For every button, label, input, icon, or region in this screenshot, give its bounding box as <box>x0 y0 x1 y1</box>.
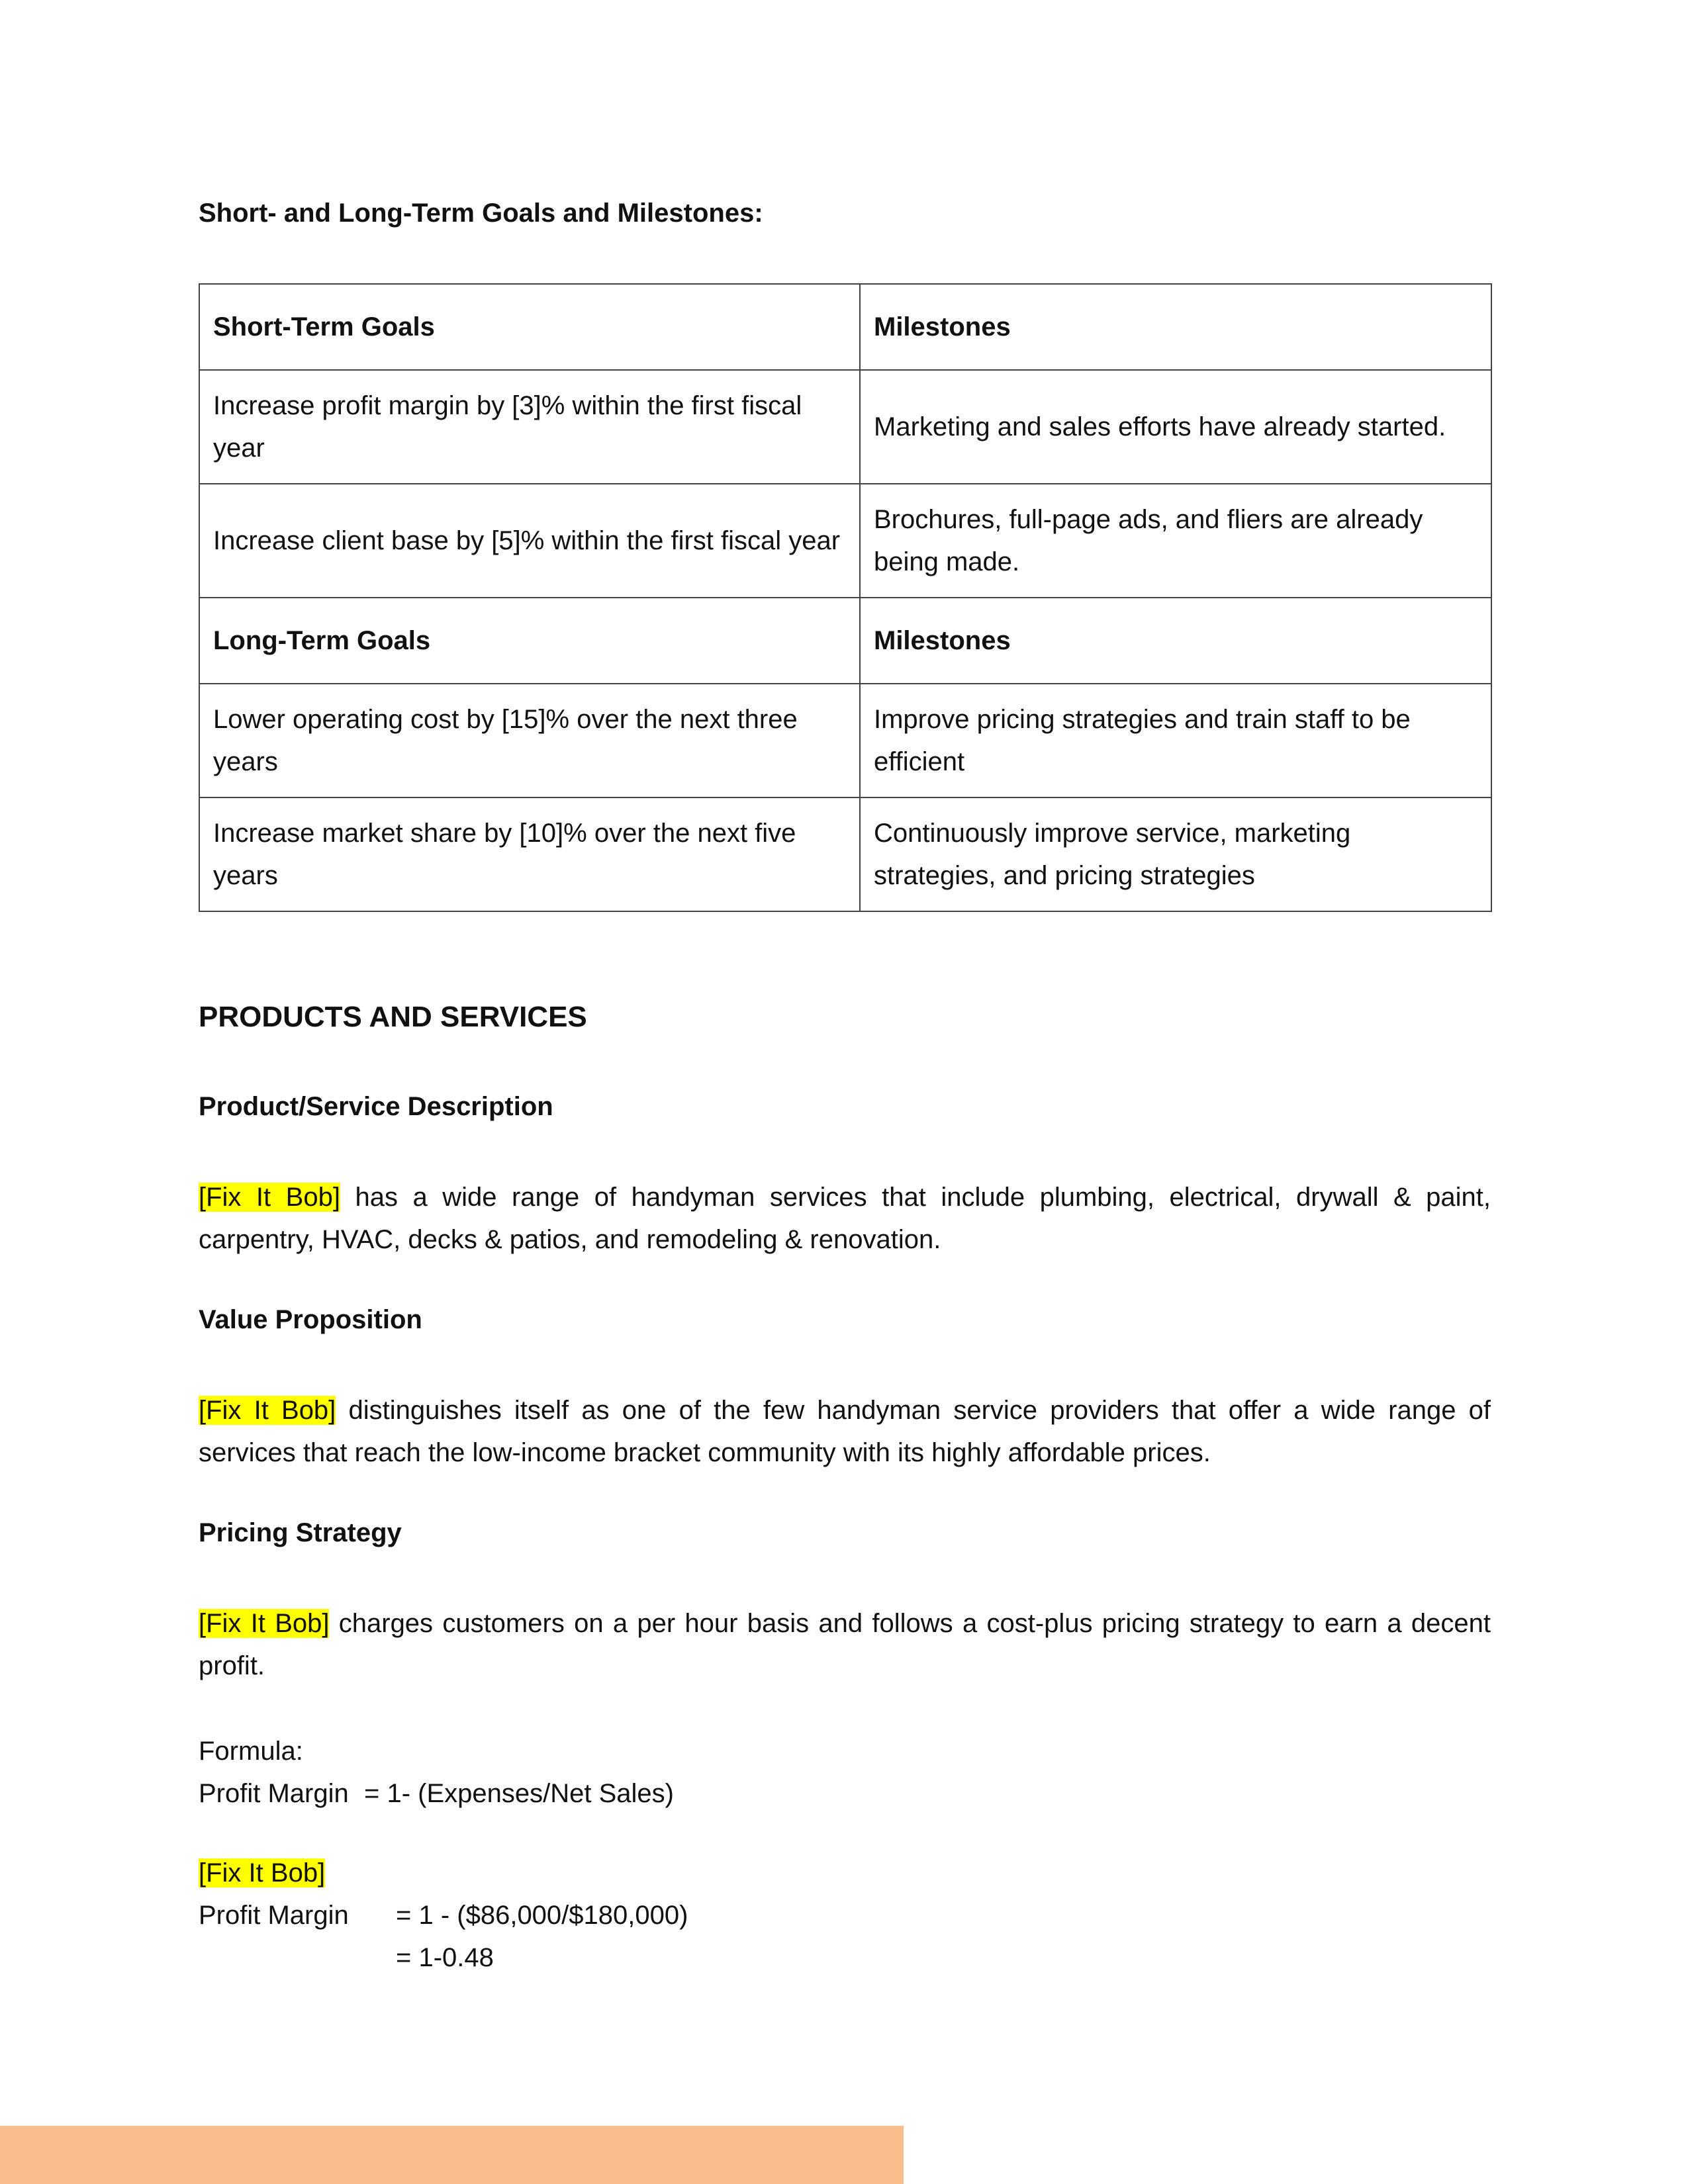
formula-label: Formula: <box>199 1737 303 1766</box>
calculation-step-2: = 1-0.48 <box>396 1943 494 1972</box>
table-row <box>199 484 1491 598</box>
formula-line-label: Profit Margin <box>199 1779 349 1808</box>
formula-line-value: = 1- (Expenses/Net Sales) <box>364 1779 674 1808</box>
table-row <box>199 684 1491 797</box>
company-name-highlight: [Fix It Bob] <box>199 1396 336 1425</box>
value-proposition-text: distinguishes itself as one of the few handyman service providers that offer a wide range of services that reach the low-income bracket community with its highly affordable prices. <box>199 1396 1491 1467</box>
goals-milestones-table <box>199 283 1492 912</box>
value-proposition-heading: Value Proposition <box>199 1305 422 1334</box>
company-name-highlight: [Fix It Bob] <box>199 1609 330 1638</box>
company-name-highlight: [Fix It Bob] <box>199 1858 326 1888</box>
pricing-strategy-heading: Pricing Strategy <box>199 1518 402 1547</box>
goal-cell: Increase profit margin by [3]% within the first fiscal year <box>199 370 860 484</box>
goal-cell: Increase client base by [5]% within the first fiscal year <box>199 484 860 598</box>
calculation-step-1: = 1 - ($86,000/$180,000) <box>396 1901 688 1930</box>
header-short-term-goals: Short-Term Goals <box>199 284 860 370</box>
header-long-term-goals: Long-Term Goals <box>199 598 860 684</box>
goal-cell: Lower operating cost by [15]% over the next three years <box>199 684 860 797</box>
calculation-company <box>199 1852 325 1894</box>
milestone-cell: Continuously improve service, marketing strategies, and pricing strategies <box>860 797 1491 911</box>
product-description-paragraph <box>199 1176 1491 1261</box>
pricing-strategy-text: charges customers on a per hour basis and follows a cost-plus pricing strategy to earn a decent profit. <box>199 1609 1491 1680</box>
table-row <box>199 797 1491 911</box>
value-proposition-paragraph <box>199 1389 1491 1474</box>
product-description-text: has a wide range of handyman services that include plumbing, electrical, drywall & paint, carpentry, HVAC, decks & patios, and remodeling & renovation. <box>199 1183 1491 1254</box>
section-title: PRODUCTS AND SERVICES <box>199 1001 587 1033</box>
pricing-strategy-paragraph <box>199 1602 1491 1687</box>
formula-line <box>199 1772 674 1815</box>
footer-accent-bar <box>0 2126 904 2184</box>
goal-cell: Increase market share by [10]% over the next five years <box>199 797 860 911</box>
company-name-highlight: [Fix It Bob] <box>199 1183 340 1212</box>
header-milestones: Milestones <box>860 284 1491 370</box>
milestone-cell: Improve pricing strategies and train staff to be efficient <box>860 684 1491 797</box>
header-milestones: Milestones <box>860 598 1491 684</box>
table-header-row <box>199 284 1491 370</box>
goals-heading: Short- and Long-Term Goals and Milestones: <box>199 199 763 228</box>
milestone-cell: Brochures, full-page ads, and fliers are already being made. <box>860 484 1491 598</box>
milestone-cell: Marketing and sales efforts have already started. <box>860 370 1491 484</box>
calculation-label: Profit Margin <box>199 1901 349 1930</box>
table-row <box>199 370 1491 484</box>
table-header-row <box>199 598 1491 684</box>
calculation-line-1 <box>199 1894 688 1936</box>
calculation-line-2 <box>199 1936 494 1979</box>
product-description-heading: Product/Service Description <box>199 1092 553 1121</box>
